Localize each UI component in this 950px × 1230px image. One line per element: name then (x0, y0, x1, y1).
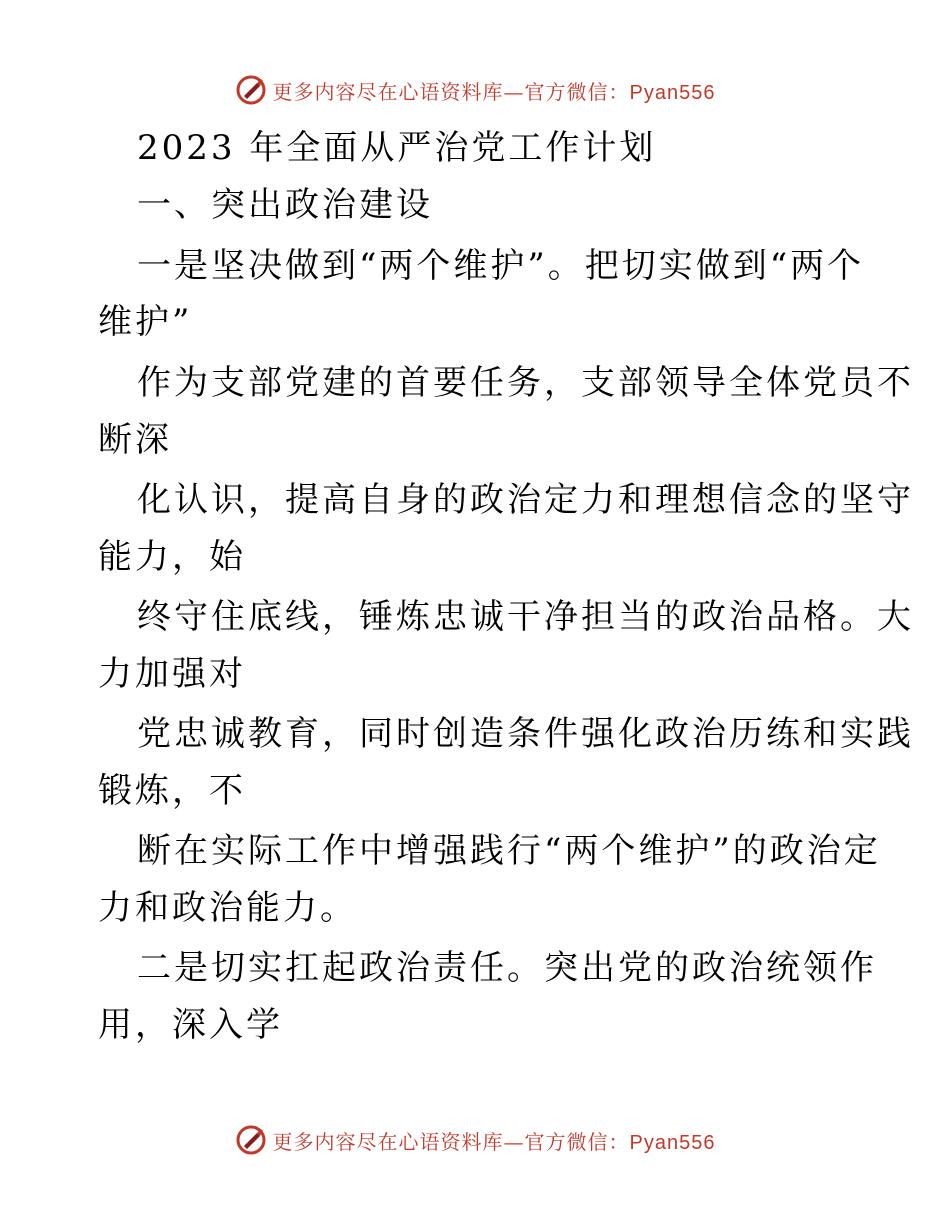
paragraph-line: 锻炼，不 (98, 771, 246, 811)
watermark-text: 更多内容尽在心语资料库—官方微信：Pyan556 (272, 79, 716, 104)
paragraph-line: 一是坚决做到“两个维护”。把切实做到“两个 (137, 246, 865, 286)
paragraph-line: 能力，始 (98, 537, 246, 577)
paragraph-line: 力加强对 (98, 654, 246, 694)
paragraph-line: 断在实际工作中增强践行“两个维护”的政治定 (137, 831, 881, 871)
paragraph-line: 用，深入学 (98, 1005, 283, 1045)
paragraph-line: 力和政治能力。 (98, 888, 357, 928)
document-title: 2023 年全面从严治党工作计划 (137, 128, 657, 168)
paragraph-line: 维护” (98, 302, 193, 342)
section-heading: 一、突出政治建设 (137, 185, 433, 225)
paragraph-line: 化认识，提高自身的政治定力和理想信念的坚守 (137, 480, 914, 520)
paragraph-line: 终守住底线，锤炼忠诚干净担当的政治品格。大 (137, 597, 914, 637)
paragraph-line: 党忠诚教育，同时创造条件强化政治历练和实践 (137, 714, 914, 754)
logo-icon (235, 1124, 267, 1156)
paragraph-line: 断深 (98, 420, 172, 460)
paragraph-line: 二是切实扛起政治责任。突出党的政治统领作 (137, 948, 877, 988)
watermark-text: 更多内容尽在心语资料库—官方微信：Pyan556 (272, 1129, 716, 1154)
footer-watermark (0, 1120, 950, 1160)
paragraph-line: 作为支部党建的首要任务，支部领导全体党员不 (137, 363, 914, 403)
